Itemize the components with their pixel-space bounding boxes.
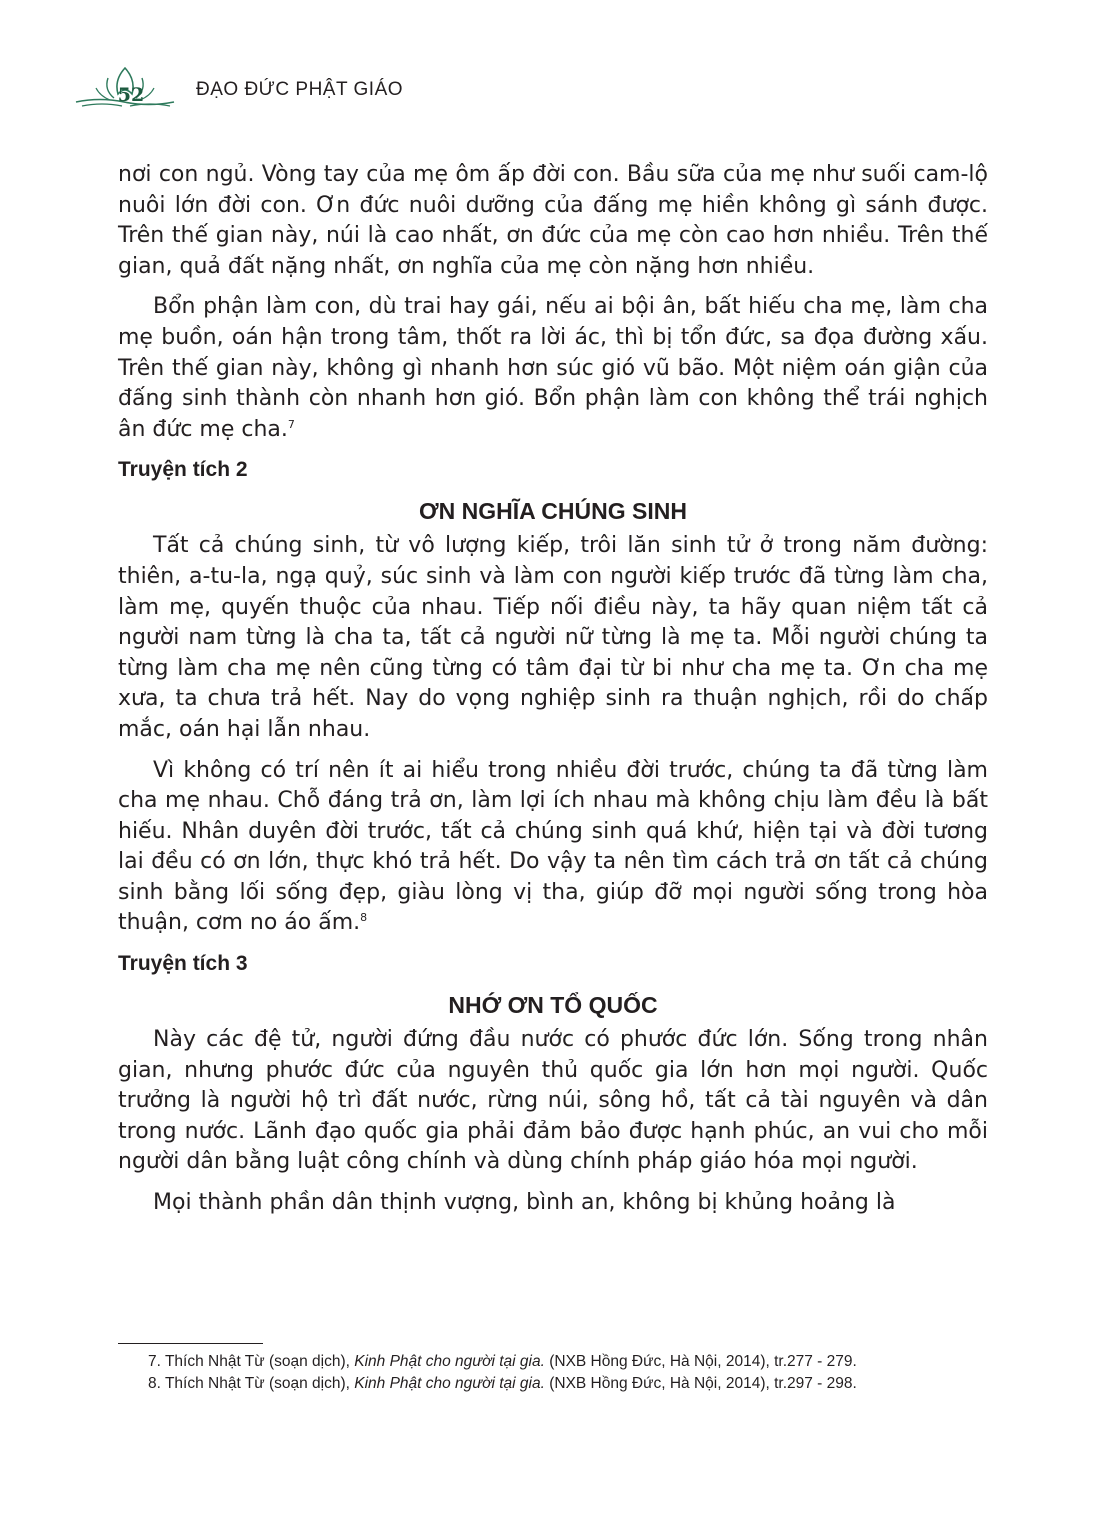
paragraph xyxy=(118,756,988,940)
paragraph xyxy=(118,292,988,445)
footnote-ref: 8 xyxy=(360,911,368,925)
paragraph xyxy=(118,1188,988,1219)
paragraph-text: nơi con ngủ. Vòng tay của mẹ ôm ấp đời con. Bầu sữa của mẹ như suối cam-lộ nuôi lớn đời con. Ơn đức nuôi dưỡng của đấng mẹ hiền không gì sánh được. Trên thế gian này, núi là cao nhất, ơn đức của mẹ còn cao hơn nhiều. Trên thế gian, quả đất nặng nhất, ơn nghĩa của mẹ còn nặng hơn nhiều. xyxy=(118,162,988,279)
footnote-text: (NXB Hồng Đức, Hà Nội, 2014), tr.277 - 279. xyxy=(544,1353,857,1370)
page-header xyxy=(70,64,470,112)
story-label: Truyện tích 3 xyxy=(118,952,248,976)
footnote-text: (NXB Hồng Đức, Hà Nội, 2014), tr.297 - 298. xyxy=(544,1375,857,1392)
footnote-book-title: Kinh Phật cho người tại gia. xyxy=(354,1353,545,1370)
paragraph-text: Vì không có trí nên ít ai hiểu trong nhiều đời trước, chúng ta đã từng làm cha mẹ nhau. Chỗ đáng trả ơn, làm lợi ích nhau mà không chịu làm đều là bất hiếu. Nhân duyên đời trước, tất cả chúng sinh quá khứ, hiện tại và đời tương lai đều có ơn lớn, thực khó trả hết. Do vậy ta nên tìm cách trả ơn tất cả chúng sinh bằng lối sống đẹp, giàu lòng vị tha, giúp đỡ mọi người sống trong hòa thuận, cơm no áo ấm. xyxy=(118,757,988,936)
paragraph-text: Bổn phận làm con, dù trai hay gái, nếu ai bội ân, bất hiếu cha mẹ, làm cha mẹ buồn, oán hận trong tâm, thốt ra lời ác, thì bị tổn đức, sa đọa đường xấu. Trên thế gian này, không gì nhanh hơn súc gió vũ bão. Một niệm oán giận của đấng sinh thành còn nhanh hơn gió. Bổn phận làm con không thể trái nghịch ân đức mẹ cha. xyxy=(118,294,988,442)
paragraph xyxy=(118,160,988,282)
footnotes xyxy=(118,1352,988,1394)
paragraph-text: Mọi thành phần dân thịnh vượng, bình an, không bị khủng hoảng là xyxy=(153,1190,896,1216)
footnote xyxy=(118,1352,988,1372)
paragraph-text: Tất cả chúng sinh, từ vô lượng kiếp, trôi lăn sinh tử ở trong năm đường: thiên, a-tu-la, ngạ quỷ, súc sinh và làm con người kiếp trước đã từng làm cha, làm mẹ, quyến thuộc của nhau. Tiếp nối điều này, ta hãy quan niệm tất cả người nam từng là cha ta, tất cả người nữ từng là mẹ ta. Mỗi người chúng ta từng làm cha mẹ nên cũng từng có tâm đại từ bi như cha mẹ ta. Ơn cha mẹ xưa, ta chưa trả hết. Nay do vọng nghiệp sinh ra thuận nghịch, rồi do chấp mắc, oán hại lẫn nhau. xyxy=(118,533,988,742)
footnote xyxy=(118,1374,988,1394)
footnote-book-title: Kinh Phật cho người tại gia. xyxy=(354,1375,545,1392)
story-title: NHỚ ƠN TỔ QUỐC xyxy=(448,992,658,1019)
footnote-text: 8. Thích Nhật Từ (soạn dịch), xyxy=(148,1375,355,1392)
running-title: ĐẠO ĐỨC PHẬT GIÁO xyxy=(196,79,404,100)
paragraph xyxy=(118,1025,988,1178)
page-number: 52 xyxy=(117,84,145,106)
footnote-text: 7. Thích Nhật Từ (soạn dịch), xyxy=(148,1353,355,1370)
story-title: ƠN NGHĨA CHÚNG SINH xyxy=(419,498,687,525)
paragraph xyxy=(118,531,988,745)
page-body xyxy=(118,160,988,1229)
footnote-ref: 7 xyxy=(287,417,295,431)
story-label: Truyện tích 2 xyxy=(118,458,248,482)
footnote-divider xyxy=(118,1343,263,1344)
paragraph-text: Này các đệ tử, người đứng đầu nước có phước đức lớn. Sống trong nhân gian, nhưng phước đức của nguyên thủ quốc gia lớn hơn mọi người. Quốc trưởng là người hộ trì đất nước, rừng núi, sông hồ, tất cả tài nguyên và dân trong nước. Lãnh đạo quốc gia phải đảm bảo được hạnh phúc, an vui cho mỗi người dân bằng luật công chính và dùng chính pháp giáo hóa mọi người. xyxy=(118,1027,988,1175)
